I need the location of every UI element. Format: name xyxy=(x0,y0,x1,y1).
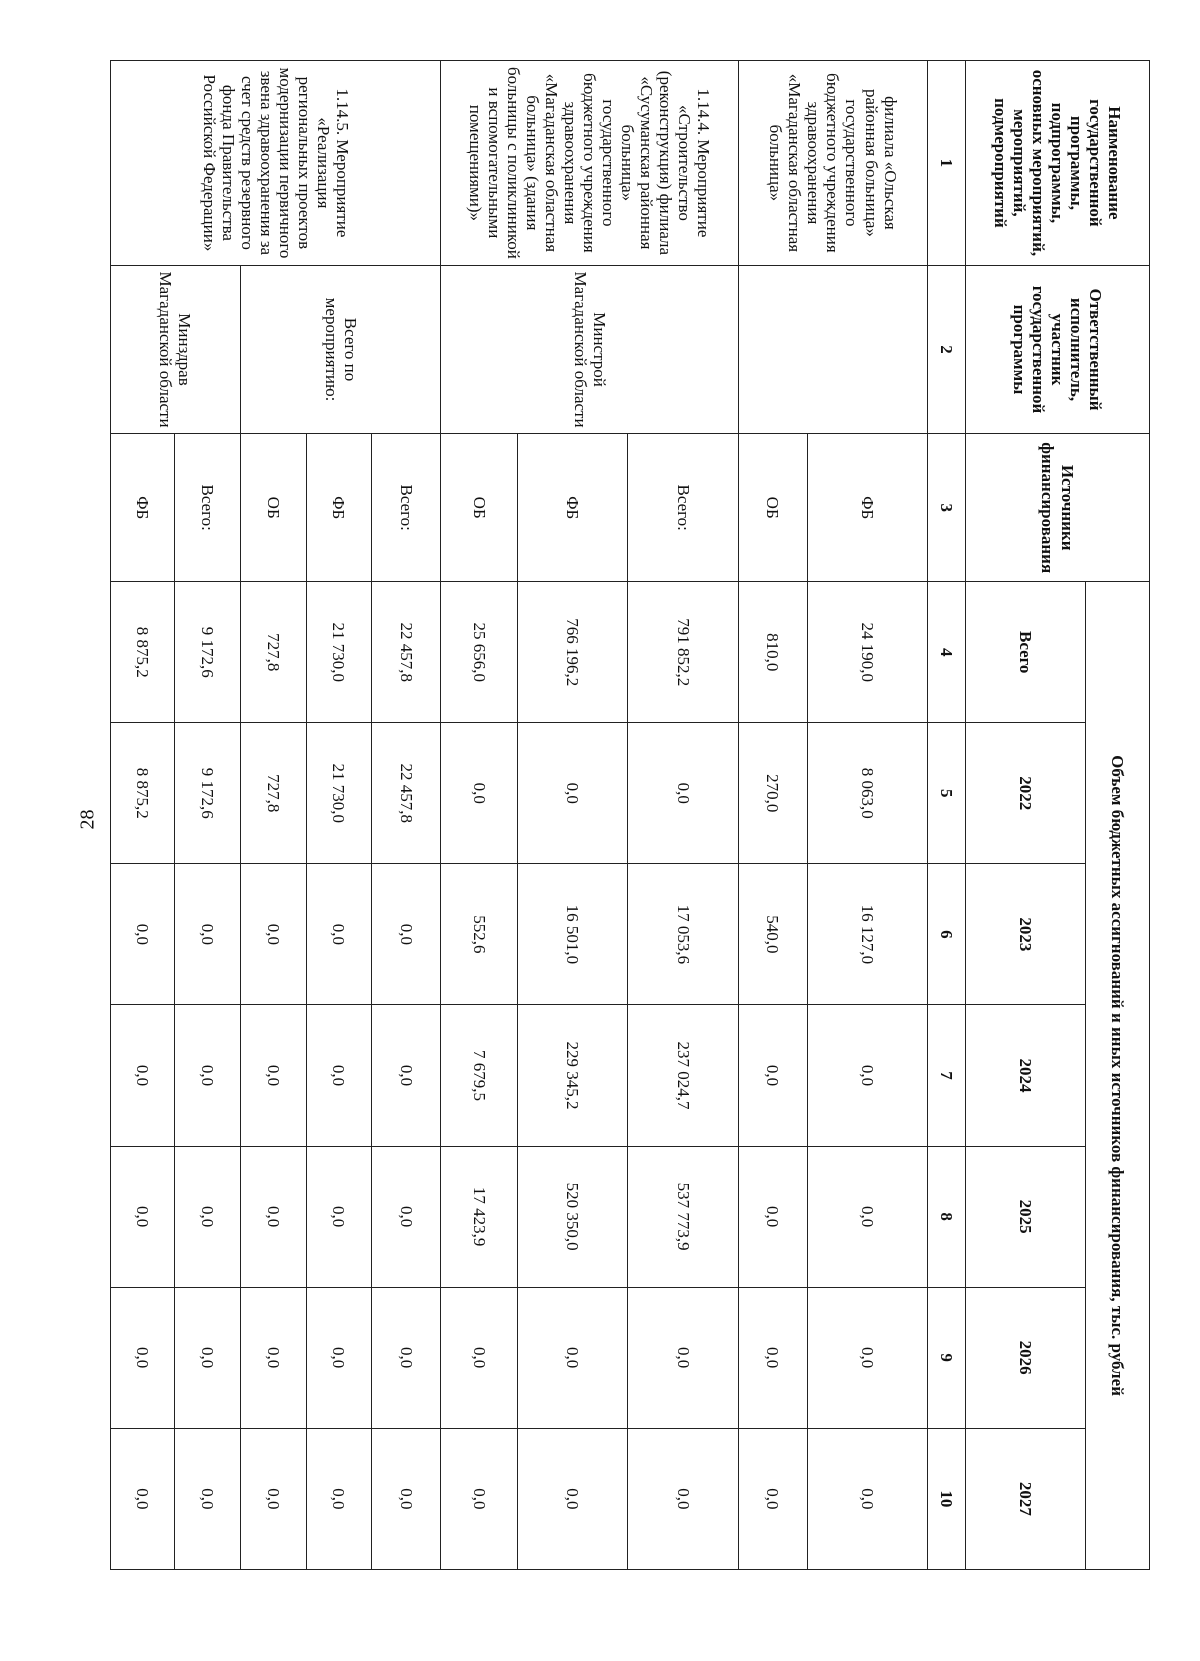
responsible-cell xyxy=(738,265,927,433)
year-header: Всего xyxy=(966,582,1086,723)
value-cell: 0,0 xyxy=(111,1005,175,1146)
program-name-cell: 1.14.5. Мероприятие «Реализация региональных проектов модернизации первичного звена здравоохранения за счет средств резервного фонда Правительства Российской Федерации» xyxy=(111,61,441,266)
header-name: Наименование государственной программы, подпрограммы, основных мероприятий, мероприятий, подмероприятий xyxy=(966,61,1150,266)
value-cell: 0,0 xyxy=(628,723,738,864)
value-cell: 0,0 xyxy=(807,1005,927,1146)
value-cell: 21 730,0 xyxy=(306,723,372,864)
value-cell: 229 345,2 xyxy=(517,1005,627,1146)
value-cell: 0,0 xyxy=(306,1146,372,1287)
value-cell: 727,8 xyxy=(240,582,306,723)
value-cell: 8 875,2 xyxy=(111,723,175,864)
value-cell: 0,0 xyxy=(240,1146,306,1287)
table-row xyxy=(628,61,738,1570)
value-cell: 537 773,9 xyxy=(628,1146,738,1287)
source-cell: ФБ xyxy=(306,434,372,582)
value-cell: 0,0 xyxy=(174,1005,240,1146)
program-name-cell: филиала «Ольская районная больница» государственного бюджетного учреждения здравоохранения «Магаданская областная больница» xyxy=(738,61,927,266)
column-number: 5 xyxy=(928,723,966,864)
value-cell: 22 457,8 xyxy=(372,582,441,723)
year-header: 2023 xyxy=(966,864,1086,1005)
year-header: 2024 xyxy=(966,1005,1086,1146)
value-cell: 0,0 xyxy=(174,1287,240,1428)
value-cell: 0,0 xyxy=(174,1428,240,1569)
responsible-cell: Всего по мероприятию: xyxy=(240,265,441,433)
source-cell: Всего: xyxy=(628,434,738,582)
value-cell: 0,0 xyxy=(306,1005,372,1146)
value-cell: 0,0 xyxy=(240,1287,306,1428)
column-number: 9 xyxy=(928,1287,966,1428)
year-header: 2025 xyxy=(966,1146,1086,1287)
value-cell: 9 172,6 xyxy=(174,723,240,864)
program-name-cell: 1.14.4. Мероприятие «Строительство (реконструкция) филиала «Сусуманская районная больница» государственного бюджетного учреждения здравоохранения «Магаданская областная больница» (здания больницы с поликлиникой и вспомогательными помещениями)» xyxy=(441,61,738,266)
value-cell: 0,0 xyxy=(738,1287,807,1428)
value-cell: 21 730,0 xyxy=(306,582,372,723)
header-responsible: Ответственный исполнитель, участник государственной программы xyxy=(966,265,1150,433)
year-header: 2022 xyxy=(966,723,1086,864)
value-cell: 0,0 xyxy=(441,723,517,864)
value-cell: 0,0 xyxy=(738,1428,807,1569)
value-cell: 0,0 xyxy=(517,723,627,864)
value-cell: 0,0 xyxy=(240,1005,306,1146)
value-cell: 9 172,6 xyxy=(174,582,240,723)
column-number: 10 xyxy=(928,1428,966,1569)
value-cell: 0,0 xyxy=(807,1287,927,1428)
value-cell: 0,0 xyxy=(441,1428,517,1569)
value-cell: 0,0 xyxy=(517,1428,627,1569)
column-numbers-row xyxy=(928,61,966,1570)
value-cell: 520 350,0 xyxy=(517,1146,627,1287)
source-cell: ФБ xyxy=(111,434,175,582)
value-cell: 7 679,5 xyxy=(441,1005,517,1146)
value-cell: 0,0 xyxy=(372,864,441,1005)
header-volume: Объем бюджетных ассигнований и иных источников финансирования, тыс. рублей xyxy=(1086,582,1150,1570)
responsible-cell: Минздрав Магаданской области xyxy=(111,265,241,433)
value-cell: 0,0 xyxy=(372,1428,441,1569)
value-cell: 0,0 xyxy=(306,1287,372,1428)
table-row xyxy=(372,61,441,1570)
source-cell: ФБ xyxy=(517,434,627,582)
column-number: 2 xyxy=(928,265,966,433)
value-cell: 24 190,0 xyxy=(807,582,927,723)
value-cell: 8 875,2 xyxy=(111,582,175,723)
value-cell: 0,0 xyxy=(111,1287,175,1428)
source-cell: ФБ xyxy=(807,434,927,582)
value-cell: 0,0 xyxy=(111,1428,175,1569)
value-cell: 552,6 xyxy=(441,864,517,1005)
value-cell: 8 063,0 xyxy=(807,723,927,864)
value-cell: 25 656,0 xyxy=(441,582,517,723)
value-cell: 0,0 xyxy=(372,1287,441,1428)
value-cell: 22 457,8 xyxy=(372,723,441,864)
value-cell: 0,0 xyxy=(372,1005,441,1146)
value-cell: 0,0 xyxy=(372,1146,441,1287)
value-cell: 0,0 xyxy=(111,864,175,1005)
column-number: 8 xyxy=(928,1146,966,1287)
value-cell: 16 501,0 xyxy=(517,864,627,1005)
value-cell: 727,8 xyxy=(240,723,306,864)
value-cell: 791 852,2 xyxy=(628,582,738,723)
value-cell: 766 196,2 xyxy=(517,582,627,723)
value-cell: 0,0 xyxy=(807,1428,927,1569)
value-cell: 0,0 xyxy=(628,1287,738,1428)
value-cell: 0,0 xyxy=(738,1146,807,1287)
value-cell: 0,0 xyxy=(628,1428,738,1569)
responsible-cell: Минстрой Магаданской области xyxy=(441,265,738,433)
value-cell: 0,0 xyxy=(807,1146,927,1287)
source-cell: ОБ xyxy=(441,434,517,582)
value-cell: 810,0 xyxy=(738,582,807,723)
financing-table-container xyxy=(110,60,1150,1570)
value-cell: 0,0 xyxy=(441,1287,517,1428)
source-cell: Всего: xyxy=(372,434,441,582)
column-number: 1 xyxy=(928,61,966,266)
value-cell: 270,0 xyxy=(738,723,807,864)
value-cell: 16 127,0 xyxy=(807,864,927,1005)
column-number: 7 xyxy=(928,1005,966,1146)
table-row xyxy=(807,61,927,1570)
header-source: Источники финансирования xyxy=(966,434,1150,582)
value-cell: 17 423,9 xyxy=(441,1146,517,1287)
table-row xyxy=(174,61,240,1570)
value-cell: 0,0 xyxy=(174,1146,240,1287)
value-cell: 17 053,6 xyxy=(628,864,738,1005)
column-number: 3 xyxy=(928,434,966,582)
source-cell: Всего: xyxy=(174,434,240,582)
value-cell: 540,0 xyxy=(738,864,807,1005)
header-row xyxy=(1086,61,1150,1570)
value-cell: 0,0 xyxy=(306,1428,372,1569)
year-header: 2026 xyxy=(966,1287,1086,1428)
source-cell: ОБ xyxy=(240,434,306,582)
financing-table xyxy=(110,60,1150,1570)
value-cell: 0,0 xyxy=(240,864,306,1005)
value-cell: 0,0 xyxy=(517,1287,627,1428)
value-cell: 0,0 xyxy=(174,864,240,1005)
source-cell: ОБ xyxy=(738,434,807,582)
column-number: 6 xyxy=(928,864,966,1005)
value-cell: 0,0 xyxy=(111,1146,175,1287)
column-number: 4 xyxy=(928,582,966,723)
value-cell: 0,0 xyxy=(738,1005,807,1146)
value-cell: 0,0 xyxy=(240,1428,306,1569)
page-number: 28 xyxy=(76,809,99,830)
year-header: 2027 xyxy=(966,1428,1086,1569)
value-cell: 237 024,7 xyxy=(628,1005,738,1146)
value-cell: 0,0 xyxy=(306,864,372,1005)
